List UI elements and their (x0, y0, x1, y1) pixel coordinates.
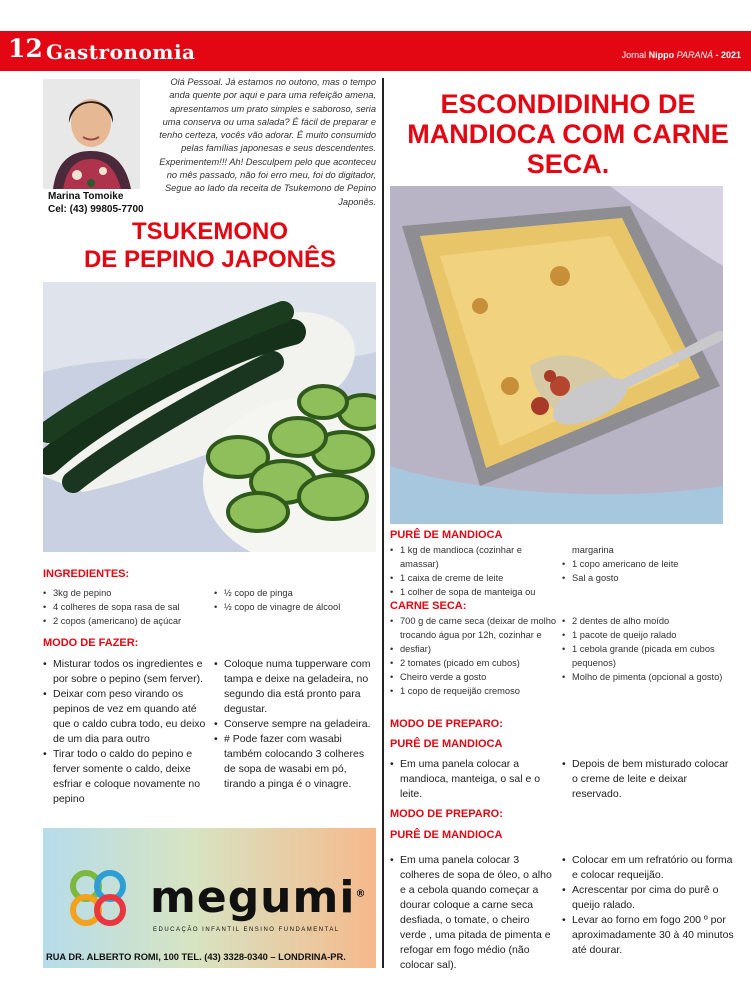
list-item: • 1 copo de requeijão cremoso (390, 684, 562, 698)
ingredients-heading: INGREDIENTES: (43, 568, 130, 580)
prep2-subheading: PURÊ DE MANDIOCA (390, 829, 503, 841)
list-item: • ½ copo de pinga (214, 586, 374, 600)
ingredients-list-right (214, 586, 374, 614)
prep2-heading: MODO DE PREPARO: (390, 808, 503, 820)
list-item: • Colocar em um refratório ou forma e colocar requeijão. (562, 853, 734, 883)
pure-list-left (390, 543, 562, 599)
list-item: • 3kg de pepino (43, 586, 213, 600)
list-item: • 2 copos (americano) de açúcar (43, 614, 213, 628)
list-item: • Levar ao forno em fogo 200 º por aproximadamente 30 à 40 minutos até dourar. (562, 913, 734, 958)
author-name: Marina Tomoike (48, 191, 124, 202)
megumi-logo-icon (62, 868, 142, 935)
pure-heading: PURÊ DE MANDIOCA (390, 529, 503, 541)
list-item: • Em uma panela colocar a mandioca, manteiga, o sal e o leite. (390, 757, 550, 802)
prep2-list-left (390, 853, 556, 973)
list-item: • 1 pacote de queijo ralado (562, 628, 734, 642)
list-item: • Deixar com peso virando os pepinos de vez em quando até que o caldo cubra todo, eu deixo de um dia para outro (43, 687, 213, 747)
cucumber-photo (43, 282, 376, 552)
recipe2-title: ESCONDIDINHO DE MANDIOCA COM CARNE SECA. (407, 89, 729, 179)
publication-label: Jornal Nippo PARANÁ - 2021 (621, 50, 741, 60)
section-title: Gastronomia (46, 40, 196, 64)
list-item: • desfiar) (390, 642, 562, 656)
prep1-heading: MODO DE PREPARO: (390, 718, 503, 730)
method-list-left (43, 657, 213, 807)
list-item: • Molho de pimenta (opcional a gosto) (562, 670, 734, 684)
list-item: • Coloque numa tupperware com tampa e deixe na geladeira, no segundo dia está pronto para degustar. (214, 657, 376, 717)
prep1-subheading: PURÊ DE MANDIOCA (390, 738, 503, 750)
list-item: • Depois de bem misturado colocar o creme de leite e deixar reservado. (562, 757, 734, 802)
author-credit (48, 190, 144, 216)
list-item: • Sal a gosto (562, 571, 732, 585)
author-phone: Cel: (43) 99805-7700 (48, 204, 144, 215)
recipe1-title: TSUKEMONO DE PEPINO JAPONÊS (83, 218, 337, 273)
list-item: • 2 dentes de alho moído (562, 614, 734, 628)
megumi-brand: megumi® (150, 872, 367, 923)
ingredients-list-left (43, 586, 213, 628)
list-item: • 1 kg de mandioca (cozinhar e amassar) (390, 543, 562, 571)
page-number: 12 (8, 34, 43, 63)
method-heading: MODO DE FAZER: (43, 637, 139, 649)
list-item: • 1 copo americano de leite (562, 557, 732, 571)
method-list-right (214, 657, 376, 792)
list-item: • 1 cebola grande (picada em cubos pequenos) (562, 642, 734, 670)
list-item: • 1 caixa de creme de leite (390, 571, 562, 585)
list-item: • Tirar todo o caldo do pepino e ferver somente o caldo, deixe esfriar e coloque novamente no pepino (43, 747, 213, 807)
prep2-list-right (562, 853, 734, 958)
pure-continuation: margarina (572, 545, 614, 555)
list-item: • Cheiro verde a gosto (390, 670, 562, 684)
prep1-list-left (390, 757, 550, 802)
list-item: • 4 colheres de sopa rasa de sal (43, 600, 213, 614)
list-item: • Em uma panela colocar 3 colheres de sopa de óleo, o alho e a cebola quando começar a dourar coloque a carne seca desfiada, o tomate, o cheiro verde , uma pitada de pimenta e refogar em fogo médio (não colocar sal). (390, 853, 556, 973)
carne-list-right (562, 614, 734, 684)
list-item: • # Pode fazer com wasabi também colocando 3 colheres de sopa de wasabi em pó, tirando a pinga é o vinagre. (214, 732, 376, 792)
list-item: • Acrescentar por cima do purê o queijo ralado. (562, 883, 734, 913)
pure-list-right (562, 557, 732, 585)
column-divider (382, 78, 384, 968)
intro-text: Olá Pessoal. Já estamos no outono, mas o tempo anda quente por aqui e para uma refeição amena, apresentamos um prato simples e saboroso, seria uma conserva ou uma salada? É fácil de preparar e tenho certeza, vocês vão adorar. É muito consumido pelas famílias japonesas e seus descendentes. Experimentem!!! Ah! Desculpem pelo que aconteceu no mês passado, não foi erro meu, foi do digitador, Segue ao lado da receita de Tsukemono de Pepino Japonês. (159, 77, 376, 207)
carne-heading: CARNE SECA: (390, 600, 467, 612)
list-item: • 700 g de carne seca (deixar de molho trocando água por 12h, cozinhar e (390, 614, 562, 642)
list-item: • Conserve sempre na geladeira. (214, 717, 376, 732)
author-photo (43, 79, 140, 189)
list-item: • 1 colher de sopa de manteiga ou (390, 585, 562, 599)
list-item: • ½ copo de vinagre de álcool (214, 600, 374, 614)
megumi-subtitle: EDUCAÇÃO INFANTIL ENSINO FUNDAMENTAL (153, 927, 340, 933)
ad-address: RUA DR. ALBERTO ROMI, 100 TEL. (43) 3328-0340 – LONDRINA-PR. (46, 952, 346, 962)
list-item: • Misturar todos os ingredientes e por sobre o pepino (sem ferver). (43, 657, 213, 687)
list-item: • 2 tomates (picado em cubos) (390, 656, 562, 670)
escondidinho-photo (390, 186, 723, 524)
prep1-list-right (562, 757, 734, 802)
carne-list-left (390, 614, 562, 698)
